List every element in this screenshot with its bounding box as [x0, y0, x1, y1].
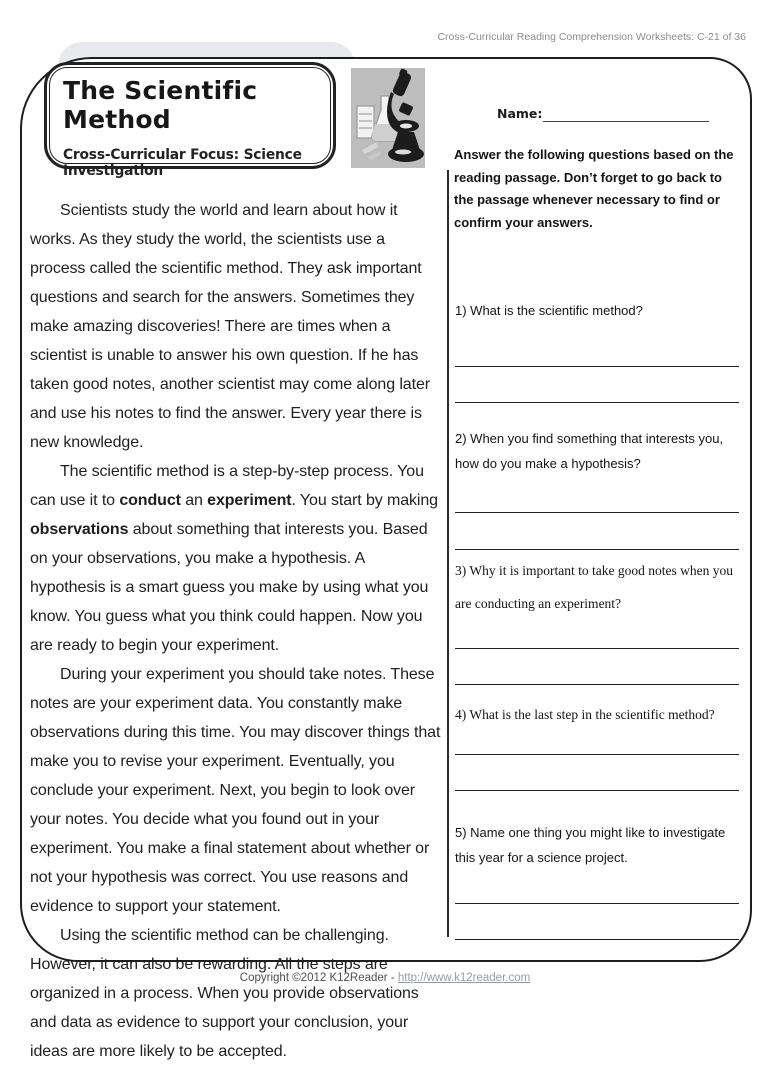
question-3: 3) Why it is important to take good notes when you are conducting an experiment?: [455, 563, 733, 611]
answer-line: [455, 939, 739, 940]
question-1: 1) What is the scientific method?: [455, 303, 643, 318]
name-label: Name:: [497, 106, 543, 121]
answer-line: [455, 512, 739, 513]
worksheet-series-label: Cross-Curricular Reading Comprehension Worksheets: C-21 of 36: [437, 31, 746, 43]
name-blank-line: [543, 121, 709, 122]
worksheet-title: The Scientific Method: [63, 76, 258, 134]
question-5: 5) Name one thing you might like to investigate this year for a science project.: [455, 825, 726, 865]
passage-paragraph: The scientific method is a step-by-step process. You can use it to conduct an experiment. You start by making observations about something that interests you. Based on your observations, you make a hypothesis. A hypothesis is a smart guess you make by using what you know. You guess what you think could happen. Now you are ready to begin your experiment.: [30, 463, 438, 654]
passage-paragraph: During your experiment you should take notes. These notes are your experiment data. You constantly make observations during this time. You may discover things that make you to revise your experiment. Eventually, you conclude your experiment. Next, you begin to look over your notes. You decide what you found out in your experiment. You make a final statement about whether or not your hypothesis was correct. You use reasons and evidence to support your statement.: [30, 666, 441, 915]
copyright-text: Copyright ©2012 K12Reader -: [239, 972, 398, 984]
answer-line: [455, 903, 739, 904]
answer-line: [455, 648, 739, 649]
passage-paragraph: Using the scientific method can be challenging. However, it can also be rewarding. All the steps are organized in a process. When you provide observations and data as evidence to support your conclusion, your ideas are more likely to be accepted.: [30, 927, 419, 1060]
answer-line: [455, 754, 739, 755]
microscope-flask-icon: [348, 66, 428, 170]
question-2: 2) When you find something that interests you, how do you make a hypothesis?: [455, 431, 724, 471]
name-field: [497, 106, 712, 121]
passage-paragraph: Scientists study the world and learn about how it works. As they study the world, the scientists use a process called the scientific method. They ask important questions and search for the answers. Sometimes they make amazing discoveries! There are times when a scientist is unable to answer his own question. If he has taken good notes, another scientist may come along later and use his notes to find the answer. Every year there is new knowledge.: [30, 202, 430, 451]
answer-line: [455, 402, 739, 403]
k12reader-link[interactable]: http://www.k12reader.com: [397, 972, 531, 984]
column-divider: [447, 170, 449, 937]
answer-line: [455, 684, 739, 685]
footer-copyright: [0, 972, 770, 984]
title-box: [44, 62, 336, 179]
instructions-text: Answer the following questions based on the reading passage. Don’t forget to go back to the passage whenever necessary to find or confirm your answers.: [454, 147, 734, 230]
answer-line: [455, 549, 739, 550]
answer-line: [455, 790, 739, 791]
answer-line: [455, 366, 739, 367]
question-4: 4) What is the last step in the scientific method?: [455, 707, 715, 722]
worksheet-subtitle: Cross-Curricular Focus: Science Investigation: [63, 146, 302, 179]
reading-passage: [30, 196, 444, 1066]
